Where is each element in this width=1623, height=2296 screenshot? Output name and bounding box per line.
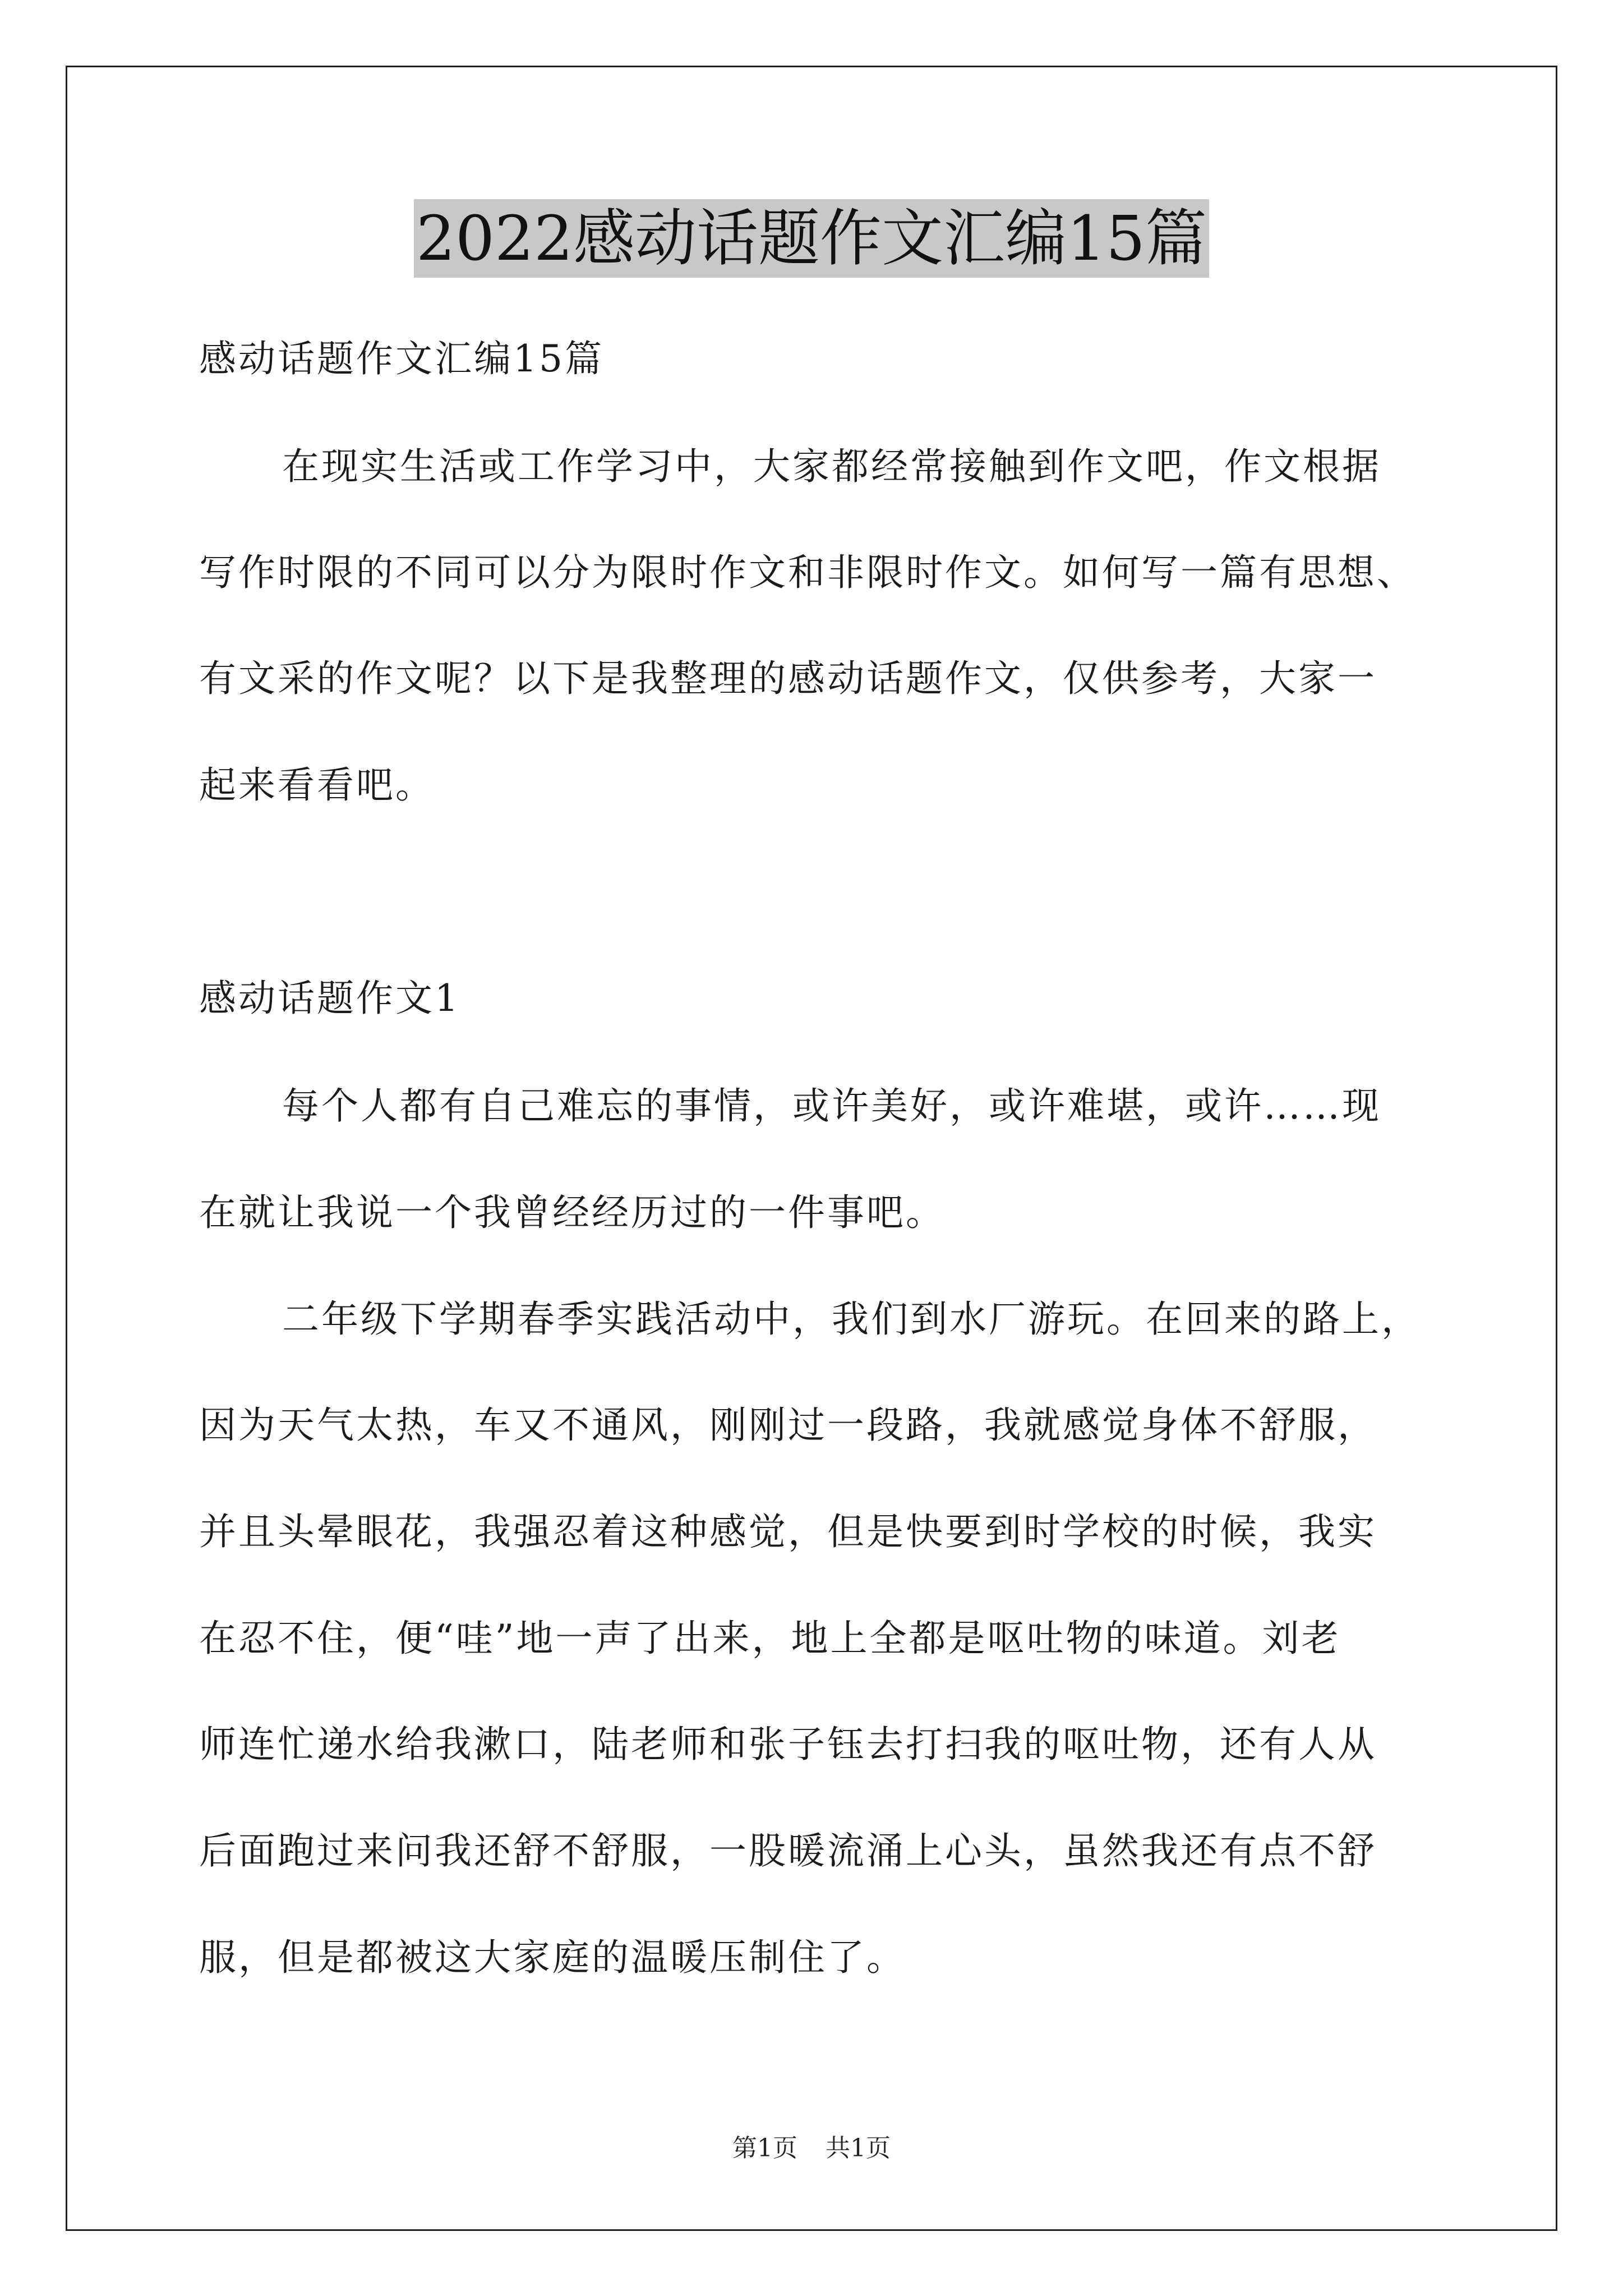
intro-line: 有文采的作文呢？以下是我整理的感动话题作文，仅供参考，大家一 [199, 657, 1377, 700]
paragraph-line: 每个人都有自己难忘的事情，或许美好，或许难堪，或许……现 [282, 1084, 1381, 1128]
section-heading: 感动话题作文1 [199, 977, 460, 1020]
intro-line: 写作时限的不同可以分为限时作文和非限时作文。如何写一篇有思想、 [199, 551, 1416, 594]
paragraph-line: 因为天气太热，车又不通风，刚刚过一段路，我就感觉身体不舒服， [199, 1404, 1377, 1447]
paragraph-line: 师连忙递水给我漱口，陆老师和张子钰去打扫我的呕吐物，还有人从 [199, 1723, 1377, 1766]
paragraph-line: 并且头晕眼花，我强忍着这种感觉，但是快要到时学校的时候，我实 [199, 1510, 1377, 1553]
intro-line: 起来看看吧。 [199, 763, 435, 807]
paragraph-line: 在忍不住，便“哇”地一声了出来，地上全都是呕吐物的味道。刘老 [199, 1617, 1341, 1660]
page-border [66, 66, 1557, 2231]
paragraph-line: 服，但是都被这大家庭的温暖压制住了。 [199, 1936, 906, 1979]
page-number: 第1页 [732, 2134, 797, 2162]
document-title: 2022感动话题作文汇编15篇 [414, 199, 1209, 278]
subtitle: 感动话题作文汇编15篇 [199, 337, 604, 380]
page-footer [0, 2132, 1623, 2165]
page-total: 共1页 [826, 2134, 891, 2162]
paragraph-line: 在就让我说一个我曾经经历过的一件事吧。 [199, 1191, 945, 1234]
intro-line: 在现实生活或工作学习中，大家都经常接触到作文吧，作文根据 [282, 445, 1381, 488]
paragraph-line: 二年级下学期春季实践活动中，我们到水厂游玩。在回来的路上， [282, 1297, 1421, 1341]
paragraph-line: 后面跑过来问我还舒不舒服，一股暖流涌上心头，虽然我还有点不舒 [199, 1829, 1377, 1872]
title-container [0, 199, 1623, 278]
